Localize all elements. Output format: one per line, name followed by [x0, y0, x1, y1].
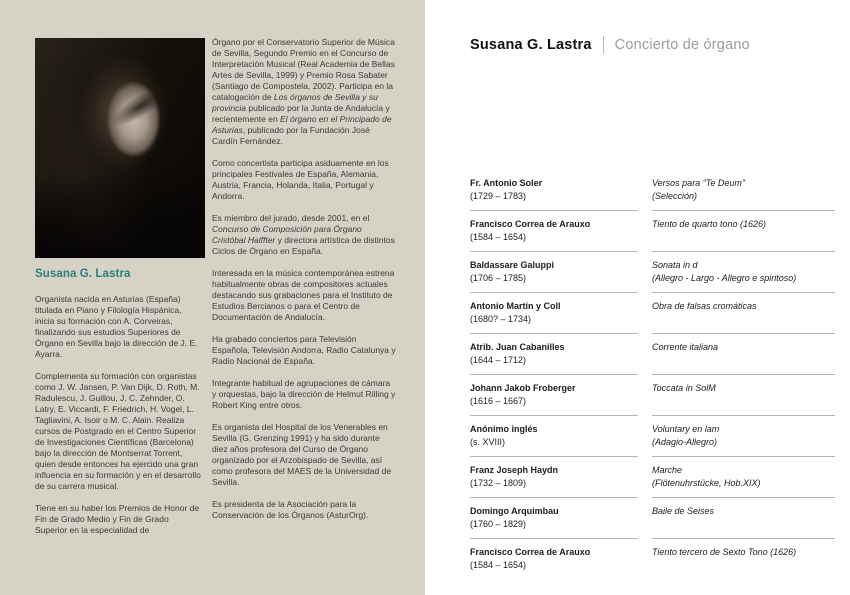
bio-column-middle [212, 37, 396, 532]
bio-paragraph: Tiene en su haber los Premios de Honor de Fin de Grado Medio y Fin de Grado Superior en la especialidad de [35, 503, 200, 535]
bio-paragraph [212, 378, 396, 411]
composer-name: Francisco Correa de Arauxo [470, 219, 591, 229]
composer-cell [470, 211, 638, 252]
piece-cell [652, 498, 835, 539]
piece-title-line: (Adagio-Allegro) [652, 437, 718, 447]
composer-cell [470, 334, 638, 375]
composer-cell [470, 170, 638, 211]
piece-cell [652, 293, 835, 334]
piece-cell [652, 170, 835, 211]
composer-dates: (1706 – 1785) [470, 273, 527, 283]
piece-title-line: Obra de falsas cromáticas [652, 301, 757, 311]
piece-title-line: Sonata in d [652, 260, 698, 270]
bio-paragraph [212, 213, 396, 257]
bio-text: Es presidenta de la Asociación para la Conservación de los Órganos (AsturOrg). [212, 499, 369, 520]
piece-cell [652, 539, 835, 579]
bio-text: Órgano por el Conservatorio Superior de Música de Sevilla, Segundo Premio en el Concurso de Interpretación Musical (Real Academia de Bellas Artes de Sevilla, 1999) y Premio Rosa Sabater (Santiago de Compostela, 2002). Participa en la catalogación de [212, 37, 395, 102]
composer-cell [470, 252, 638, 293]
bio-paragraph [212, 158, 396, 202]
composer-dates: (1584 – 1654) [470, 232, 527, 242]
bio-text: Ha grabado conciertos para Televisión Española, Televisión Andorra, Radio Catalunya y Radio Nacional de España. [212, 334, 396, 366]
bio-paragraph [212, 37, 396, 147]
piece-cell [652, 252, 835, 293]
composer-dates: (1729 – 1783) [470, 191, 527, 201]
artist-name-heading: Susana G. Lastra [35, 268, 131, 280]
composer-dates: (1680? – 1734) [470, 314, 532, 324]
piece-title-line: Corrente italiana [652, 342, 719, 352]
composer-dates: (1732 – 1809) [470, 478, 527, 488]
composer-cell [470, 293, 638, 334]
piece-title-line: Tiento tercero de Sexto Tono (1626) [652, 547, 797, 557]
composer-name: Fr. Antonio Soler [470, 178, 543, 188]
bio-text: y directora artística de distintos Ciclos de Órgano en España. [212, 235, 395, 256]
composer-name: Domingo Arquimbau [470, 506, 559, 516]
bio-column-left [35, 294, 203, 547]
photo-hair-detail [81, 45, 199, 167]
piece-cell [652, 416, 835, 457]
bio-paragraph [212, 268, 396, 323]
program-row [470, 457, 835, 498]
composer-name: Francisco Correa de Arauxo [470, 547, 591, 557]
piece-title-line: (Flötenuhrstücke, Hob.XIX) [652, 478, 761, 488]
piece-title-line: (Allegro - Largo - Allegro e spiritoso) [652, 273, 797, 283]
composer-cell [470, 457, 638, 498]
piece-title-line: Toccata in SolM [652, 383, 716, 393]
work-title-italic: Los órganos de Sevilla y su provincia [212, 92, 378, 113]
composer-name: Anónimo inglés [470, 424, 538, 434]
composer-name: Antonio Martín y Coll [470, 301, 561, 311]
composer-dates: (1644 – 1712) [470, 355, 527, 365]
piece-title-line: (Selección) [652, 191, 698, 201]
composer-dates: (1584 – 1654) [470, 560, 527, 570]
program-row [470, 334, 835, 375]
piece-cell [652, 334, 835, 375]
bio-paragraph [212, 422, 396, 488]
piece-title-line: Versos para “Te Deum” [652, 178, 745, 188]
piece-cell [652, 211, 835, 252]
program-row [470, 498, 835, 539]
program-list [470, 170, 835, 579]
work-title-italic: El órgano en el Principado de Asturias [212, 114, 392, 135]
bio-text: Interesada en la música contemporánea estrena habitualmente obras de compositores actuales destacando sus grabaciones para el Instituto de Estudios Bercianos o para el Centro de Documentación de Andalucía. [212, 268, 395, 322]
composer-cell [470, 539, 638, 579]
composer-name: Atrib. Juan Cabanilles [470, 342, 565, 352]
piece-title-line: Tiento de quarto tono (1626) [652, 219, 766, 229]
piece-title-line: Voluntary en lam [652, 424, 720, 434]
composer-cell [470, 375, 638, 416]
program-row [470, 252, 835, 293]
bio-paragraph [212, 334, 396, 367]
composer-name: Johann Jakob Froberger [470, 383, 576, 393]
bio-paragraph [212, 499, 396, 521]
work-title-italic: Concurso de Composición para Órgano Cristóbal Halffter [212, 224, 362, 245]
right-page [425, 0, 850, 595]
bio-text: , publicado por la Fundación José Cardín Fernández. [212, 125, 370, 146]
piece-cell [652, 375, 835, 416]
header-artist-name: Susana G. Lastra [470, 37, 592, 53]
bio-text: Como concertista participa asiduamente en los principales Festivales de España, Alemania, Austria, Francia, Holanda, Italia, Portugal y Andorra. [212, 158, 389, 201]
composer-dates: (1760 – 1829) [470, 519, 527, 529]
header-subtitle: Concierto de órgano [614, 37, 750, 53]
photo-clothing-detail [35, 174, 205, 258]
composer-name: Baldassare Galuppi [470, 260, 555, 270]
program-row [470, 170, 835, 211]
bio-text: Es miembro del jurado, desde 2001, en el [212, 213, 370, 223]
program-row [470, 375, 835, 416]
program-header [470, 36, 830, 54]
composer-cell [470, 416, 638, 457]
bio-text: Es organista del Hospital de los Venerables en Sevilla (G. Grenzing 1991) y ha sido durante diez años profesora del Curso de Órgano organizado por el Arzobispado de Sevilla, así como profesora del MAES de la Universidad de Sevilla. [212, 422, 392, 487]
portrait-photo [35, 38, 205, 258]
composer-name: Franz Joseph Haydn [470, 465, 559, 475]
program-row [470, 539, 835, 579]
piece-title-line: Marche [652, 465, 683, 475]
piece-cell [652, 457, 835, 498]
program-row [470, 293, 835, 334]
composer-cell [470, 498, 638, 539]
composer-dates: (1616 – 1667) [470, 396, 527, 406]
header-separator-bar [603, 36, 604, 54]
bio-text: Integrante habitual de agrupaciones de cámara y orquestas, bajo la dirección de Helmut Rilling y Robert King entre otros. [212, 378, 396, 410]
bio-paragraph: Complementa su formación con organistas como J. W. Jansen, P. Van Dijk, D. Roth, M. Radulescu, J. Guillou, J. C. Zehnder, O. Latry, E. Viccardi, F. Friedrich, H. Vogel, L. Tagliavini, A. Isoir o M. C. Alain. Realiza cursos de Postgrado en el Centro Superior de Investigaciones Científicas (Barcelona) bajo la dirección de Montserrat Torrent, quien desde entonces ha ejercido una gran influencia en su formación y en el desarrollo de su carrera musical. [35, 371, 201, 491]
bio-text: publicado por la Junta de Andalucía y recientemente en [212, 103, 390, 124]
piece-title-line: Baile de Seises [652, 506, 715, 516]
bio-paragraph: Organista nacida en Asturias (España) titulada en Piano y Filología Hispánica, inicia su formación con A. Corveiras, finalizando sus estudios Superiores de Órgano en Sevilla bajo la dirección de J. E. Ayarra. [35, 294, 198, 359]
program-row [470, 416, 835, 457]
program-row [470, 211, 835, 252]
composer-dates: (s. XVIII) [470, 437, 506, 447]
